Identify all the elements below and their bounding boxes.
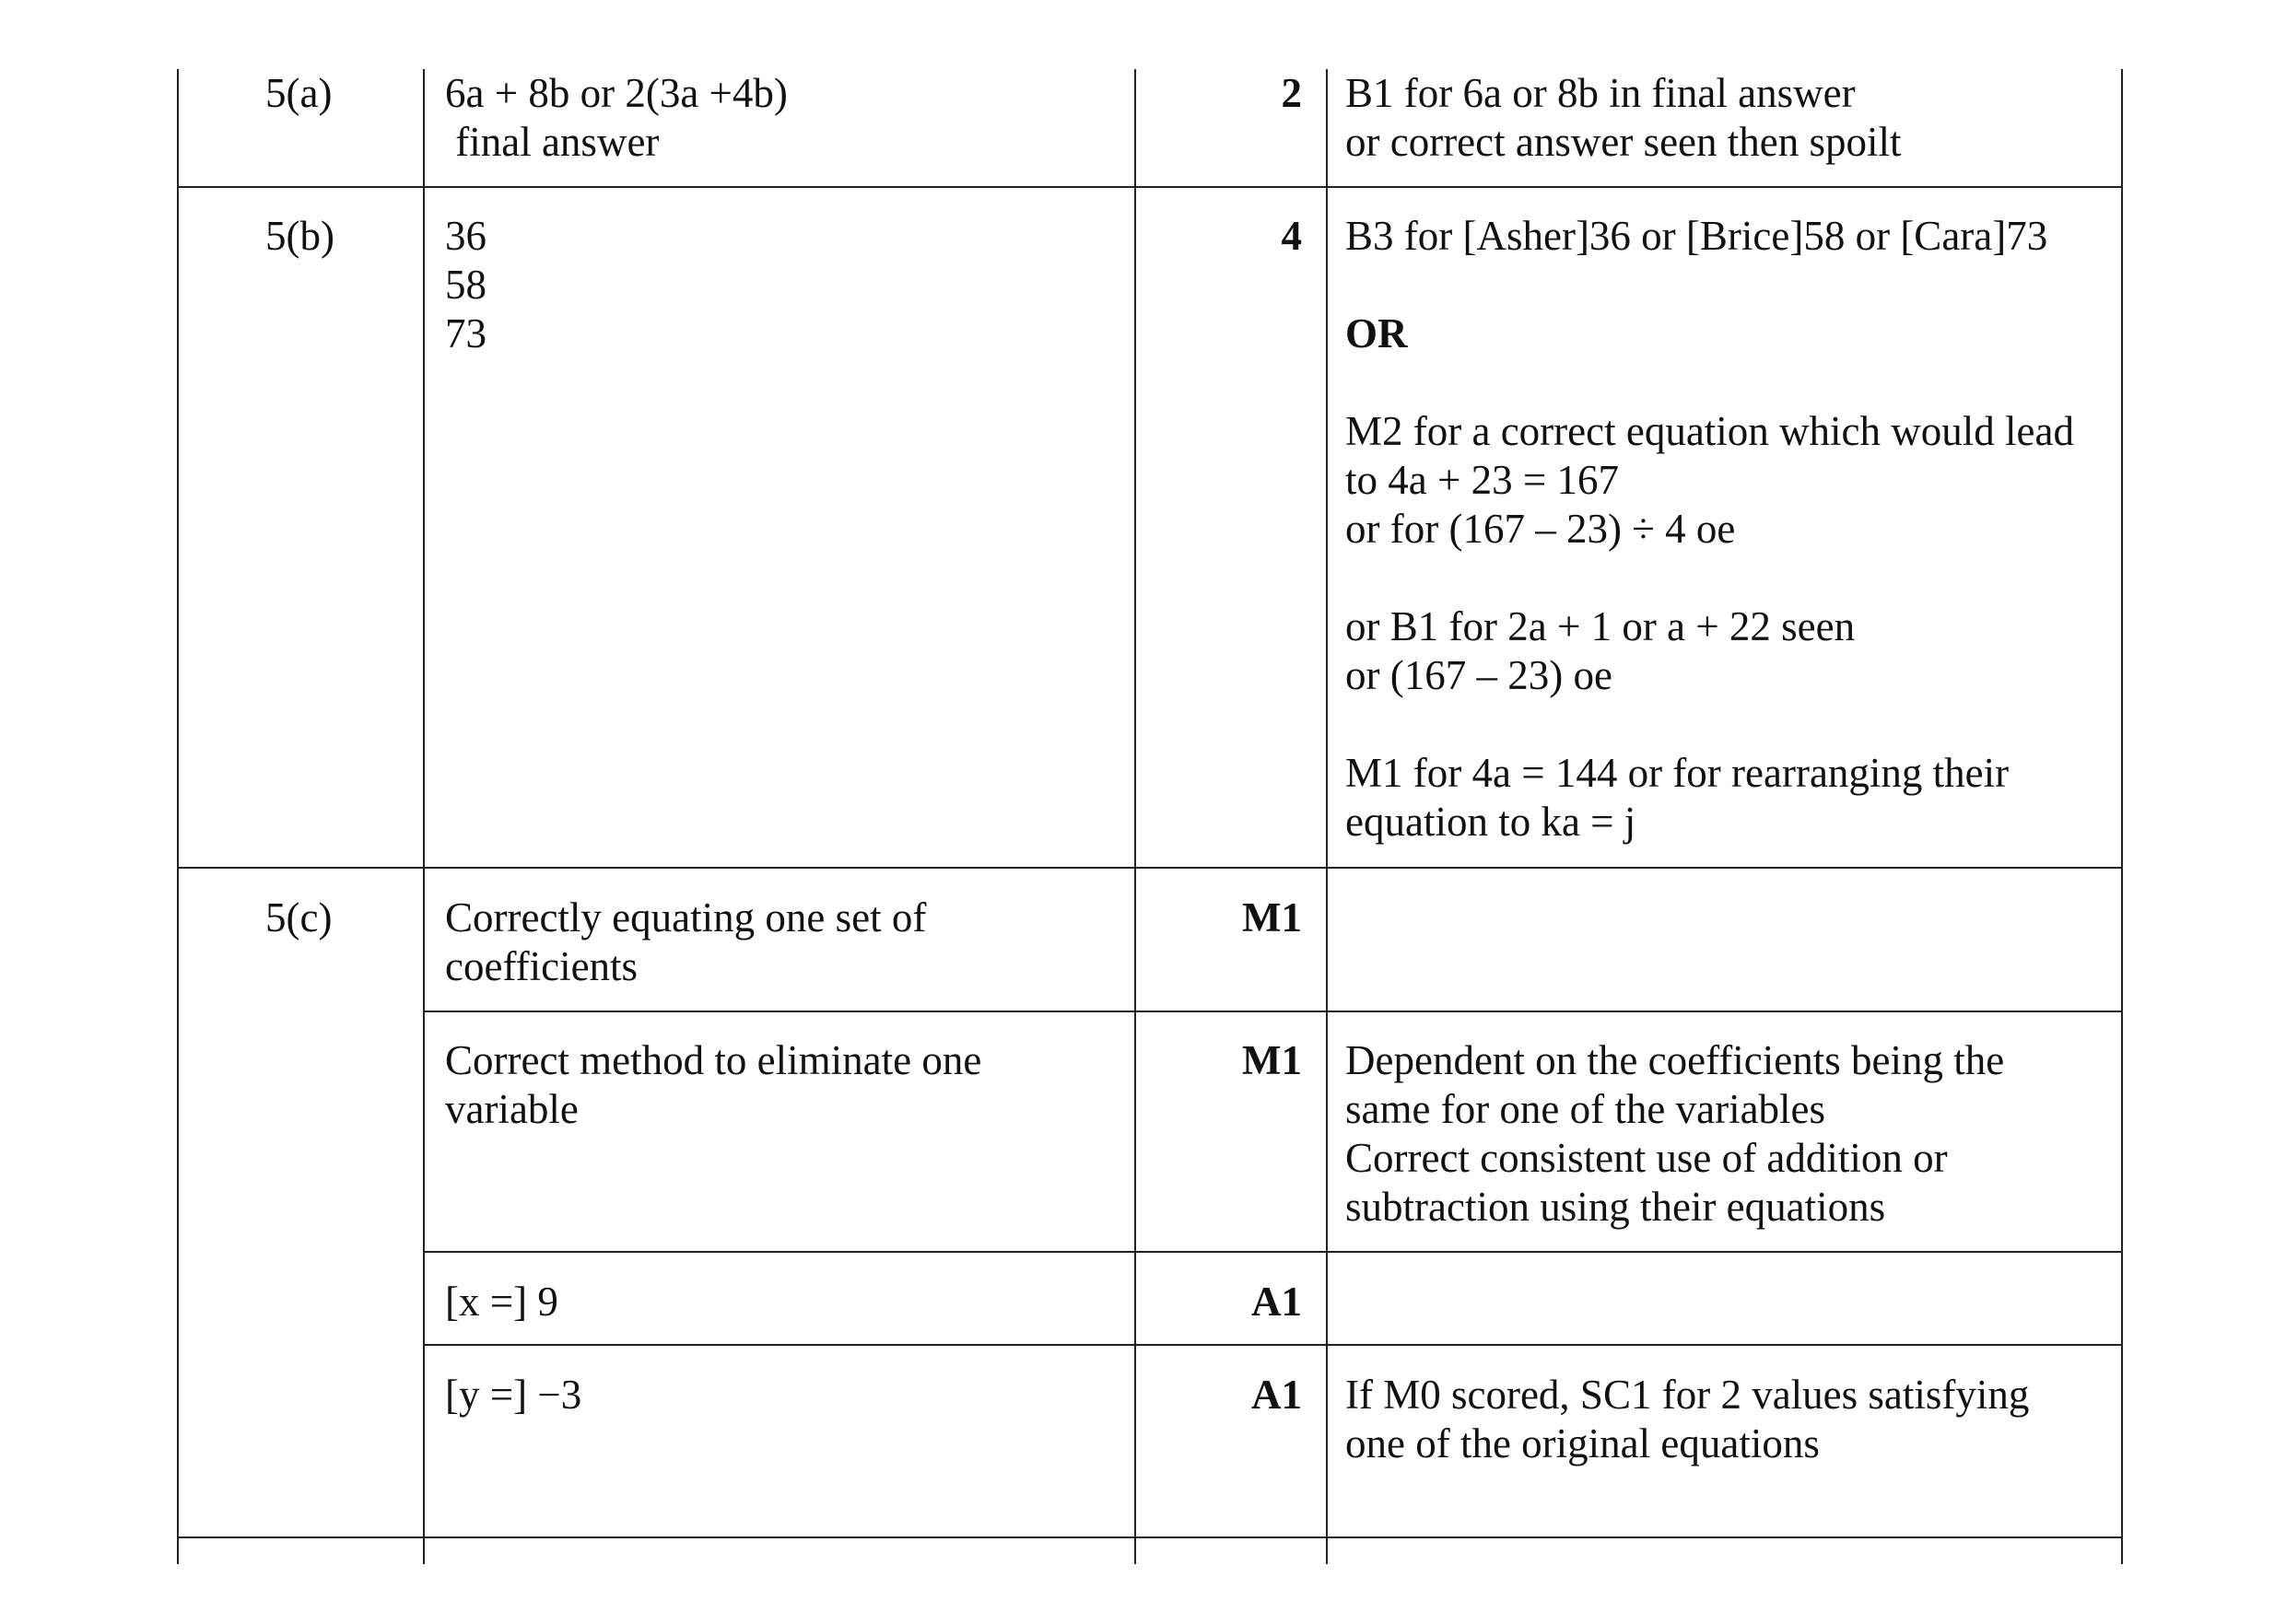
column-divider-2: [1134, 69, 1136, 1564]
guidance-line: Correct consistent use of addition or: [1345, 1135, 1948, 1181]
answer-cell: [445, 1036, 981, 1134]
row-divider-5c-2: [423, 1251, 2123, 1253]
answer-line: 36: [445, 213, 487, 259]
guidance-line: or (167 – 23) oe: [1345, 652, 1612, 698]
column-divider-3: [1326, 69, 1328, 1564]
guidance-line: or B1 for 2a + 1 or a + 22 seen: [1345, 603, 1856, 649]
answer-line: Correctly equating one set of: [445, 894, 927, 941]
marks-cell: M1: [1242, 894, 1302, 941]
marks-cell: A1: [1251, 1279, 1302, 1325]
guidance-line: one of the original equations: [1345, 1420, 1820, 1466]
guidance-line: B1 for 6a or 8b in final answer: [1345, 70, 1856, 116]
guidance-line: or for (167 – 23) ÷ 4 oe: [1345, 506, 1736, 552]
row-divider-5c-3: [423, 1344, 2123, 1346]
answer-cell: [445, 212, 487, 358]
guidance-line: M2 for a correct equation which would lead: [1345, 408, 2074, 454]
row-divider-5c-4: [177, 1536, 2123, 1538]
guidance-line: equation to ka = j: [1345, 799, 1636, 845]
marks-cell: 4: [1281, 213, 1302, 259]
question-number: 5(c): [265, 894, 333, 941]
answer-line: final answer: [445, 119, 660, 165]
answer-line: 73: [445, 310, 487, 356]
guidance-cell: [1345, 212, 2074, 847]
table-border-left: [177, 69, 179, 1564]
guidance-line: subtraction using their equations: [1345, 1184, 1886, 1230]
guidance-line: or correct answer seen then spoilt: [1345, 119, 1902, 165]
answer-cell: [445, 894, 926, 991]
question-number: 5(b): [265, 213, 334, 259]
marks-cell: 2: [1281, 70, 1302, 116]
guidance-line: same for one of the variables: [1345, 1086, 1826, 1132]
marks-cell: M1: [1242, 1037, 1302, 1083]
question-number: 5(a): [265, 70, 333, 116]
answer-line: Correct method to eliminate one: [445, 1037, 982, 1083]
guidance-line: to 4a + 23 = 167: [1345, 457, 1619, 503]
table-border-right: [2121, 69, 2123, 1564]
answer-cell: [445, 69, 788, 167]
answer-line: [y =] −3: [445, 1372, 582, 1418]
guidance-line: If M0 scored, SC1 for 2 values satisfying: [1345, 1372, 2030, 1418]
guidance-cell: [1345, 1371, 2029, 1468]
row-divider-5b: [177, 867, 2123, 869]
answer-line: coefficients: [445, 943, 639, 989]
row-divider-5a: [177, 186, 2123, 188]
answer-line: 58: [445, 262, 487, 308]
answer-line: 6a + 8b or 2(3a +4b): [445, 70, 788, 116]
guidance-line: M1 for 4a = 144 or for rearranging their: [1345, 750, 2010, 796]
answer-line: [x =] 9: [445, 1279, 558, 1325]
row-divider-5c-1: [423, 1011, 2123, 1012]
guidance-cell: [1345, 1036, 2004, 1232]
answer-cell: [445, 1371, 581, 1420]
guidance-cell: [1345, 69, 1902, 167]
guidance-line: Dependent on the coefficients being the: [1345, 1037, 2005, 1083]
guidance-line: B3 for [Asher]36 or [Brice]58 or [Cara]73: [1345, 213, 2048, 259]
answer-cell: [445, 1278, 558, 1326]
marks-cell: A1: [1251, 1372, 1302, 1418]
column-divider-1: [423, 69, 425, 1564]
answer-line: variable: [445, 1086, 579, 1132]
guidance-line: OR: [1345, 310, 1408, 356]
